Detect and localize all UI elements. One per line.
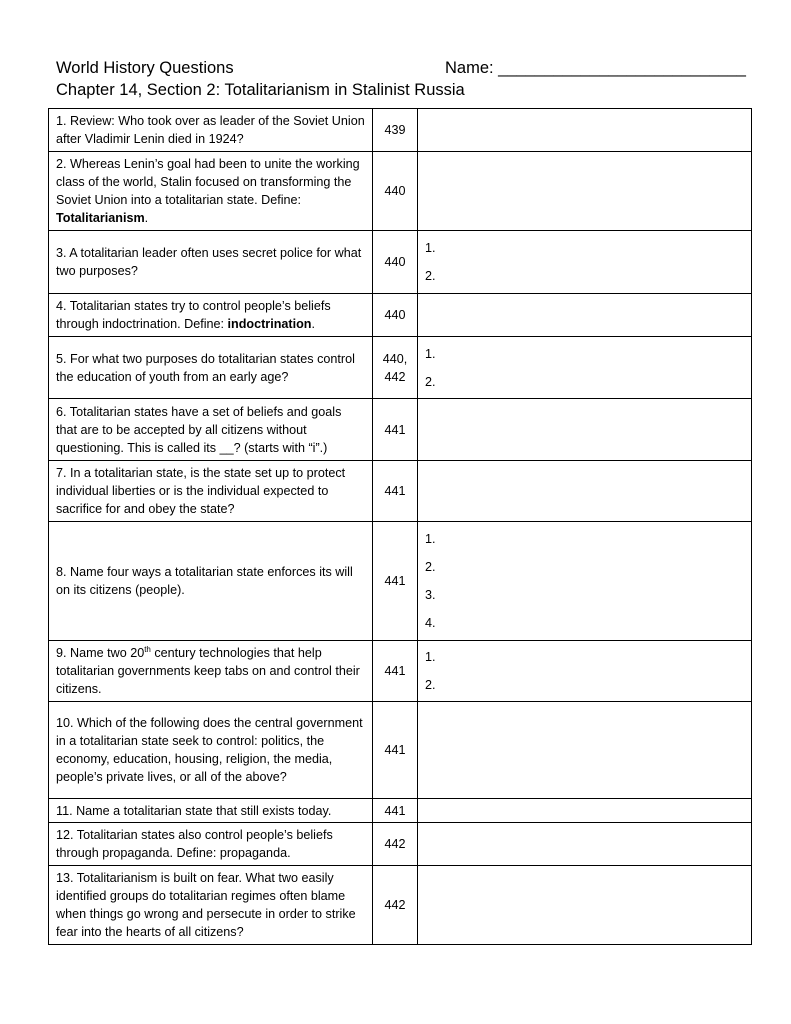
answer-number: 1. (425, 346, 436, 361)
table-row (49, 231, 752, 294)
page-ref: 441 (373, 702, 418, 799)
table-row (49, 461, 752, 522)
page-ref: 440 (373, 152, 418, 231)
table-row (49, 702, 752, 799)
answer-cell[interactable] (418, 109, 752, 152)
answer-cell[interactable] (418, 702, 752, 799)
answer-cell[interactable] (418, 461, 752, 522)
page-ref: 442 (373, 866, 418, 945)
answer-number: 1. (425, 241, 436, 255)
question-text: 7. In a totalitarian state, is the state set up to protect individual liberties or is the individual expected to sacrifice for and obey the state? (49, 461, 373, 522)
table-row (49, 294, 752, 337)
answer-cell[interactable] (418, 399, 752, 461)
table-row (49, 152, 752, 231)
answer-cell[interactable] (418, 152, 752, 231)
answer-cell[interactable] (418, 522, 752, 641)
answer-cell[interactable] (418, 823, 752, 866)
question-text: 11. Name a totalitarian state that still exists today. (49, 799, 373, 823)
answer-number: 2. (425, 269, 436, 283)
question-text: 12. Totalitarian states also control people’s beliefs through propaganda. Define: propaganda. (49, 823, 373, 866)
page-ref: 440 (373, 231, 418, 294)
defined-term: indoctrination (227, 317, 312, 331)
question-text: 9. Name two 20th century technologies that help totalitarian governments keep tabs on and control their citizens. (49, 641, 373, 702)
table-row (49, 522, 752, 641)
answer-cell[interactable] (418, 231, 752, 294)
answer-cell[interactable] (418, 337, 752, 399)
section-title: Chapter 14, Section 2: Totalitarianism in Stalinist Russia (56, 81, 465, 99)
header-line-1 (56, 57, 746, 79)
course-title: World History Questions (56, 59, 234, 77)
answer-number: 2. (425, 560, 436, 574)
worksheet-header (56, 57, 746, 101)
table-row (49, 337, 752, 399)
answer-cell[interactable] (418, 641, 752, 702)
answer-number: 1. (425, 650, 436, 664)
question-text: 6. Totalitarian states have a set of beliefs and goals that are to be accepted by all citizens without questioning. This is called its __? (starts with “i”.) (49, 399, 373, 461)
page-ref: 441 (373, 461, 418, 522)
page-ref: 440, 442 (373, 337, 418, 399)
page-ref: 440 (373, 294, 418, 337)
questions-table (48, 108, 752, 945)
table-row (49, 641, 752, 702)
name-field[interactable]: Name: ___________________________ (445, 59, 746, 77)
answer-number: 1. (425, 532, 436, 546)
question-text: 10. Which of the following does the central government in a totalitarian state seek to control: politics, the economy, education, housing, religion, the media, people’s private lives, or all of the above? (49, 702, 373, 799)
question-text: 5. For what two purposes do totalitarian states control the education of youth from an early age? (49, 337, 373, 399)
question-text: 1. Review: Who took over as leader of the Soviet Union after Vladimir Lenin died in 1924? (49, 109, 373, 152)
question-text: 4. Totalitarian states try to control people’s beliefs through indoctrination. Define: indoctrination. (49, 294, 373, 337)
question-text: 2. Whereas Lenin’s goal had been to unite the working class of the world, Stalin focused on transforming the Soviet Union into a totalitarian state. Define: Totalitarianism. (49, 152, 373, 231)
table-row (49, 823, 752, 866)
answer-number: 2. (425, 678, 436, 692)
question-text: 8. Name four ways a totalitarian state enforces its will on its citizens (people). (49, 522, 373, 641)
answer-number: 2. (425, 374, 436, 389)
table-row (49, 866, 752, 945)
table-row (49, 799, 752, 823)
table-row (49, 399, 752, 461)
answer-cell[interactable] (418, 866, 752, 945)
page-ref: 441 (373, 399, 418, 461)
table-row (49, 109, 752, 152)
question-text: 3. A totalitarian leader often uses secret police for what two purposes? (49, 231, 373, 294)
defined-term: Totalitarianism (56, 211, 145, 225)
answer-cell[interactable] (418, 799, 752, 823)
answer-cell[interactable] (418, 294, 752, 337)
answer-number: 3. (425, 588, 436, 602)
question-text: 13. Totalitarianism is built on fear. What two easily identified groups do totalitarian regimes often blame when things go wrong and persecute in order to strike fear into the hearts of all citizens? (49, 866, 373, 945)
page-ref: 441 (373, 641, 418, 702)
page-ref: 439 (373, 109, 418, 152)
page-ref: 441 (373, 522, 418, 641)
answer-number: 4. (425, 616, 436, 630)
page-ref: 442 (373, 823, 418, 866)
page-ref: 441 (373, 799, 418, 823)
